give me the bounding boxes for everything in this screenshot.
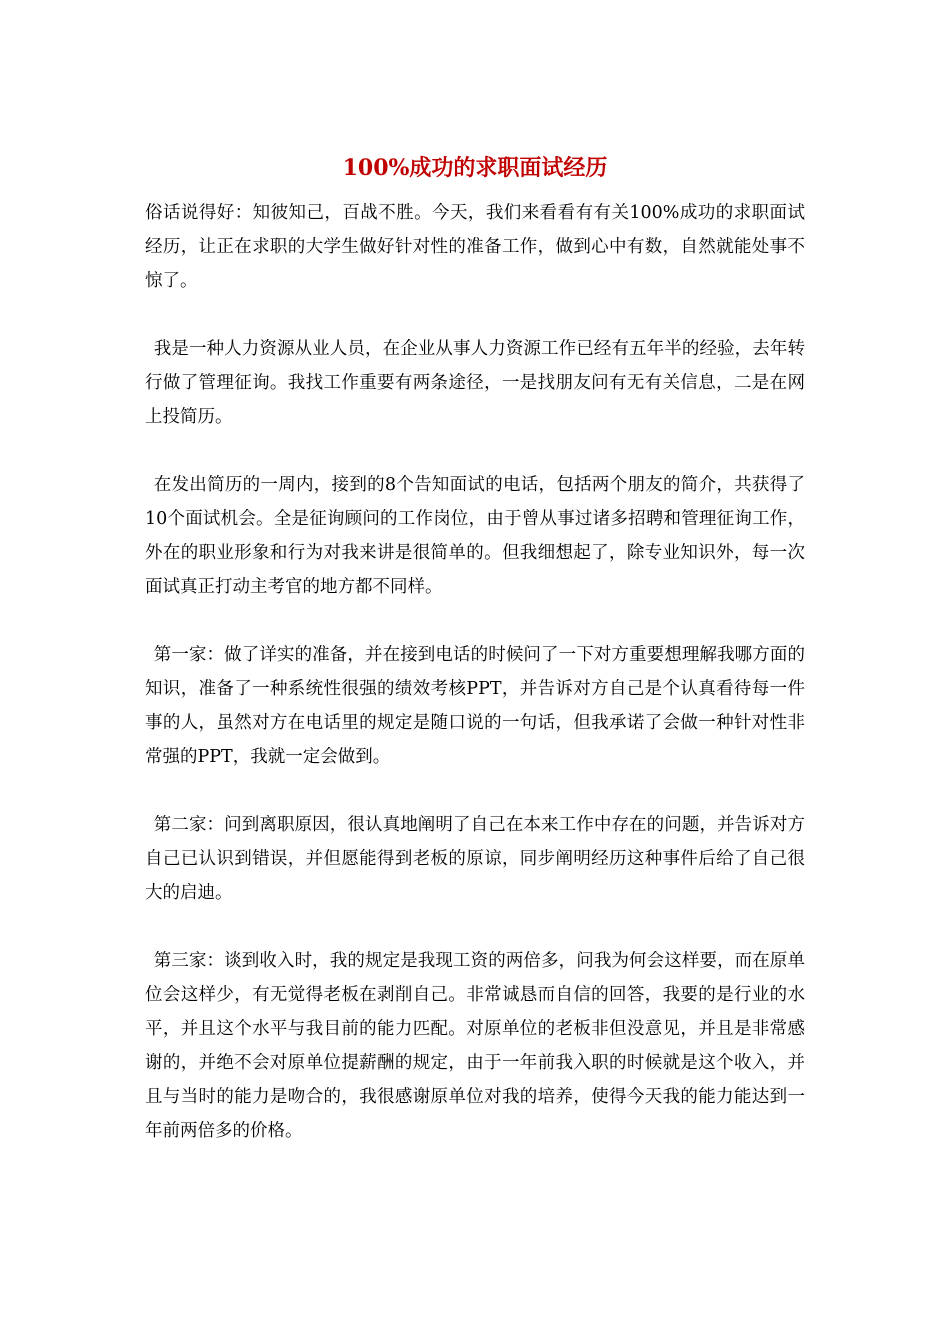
paragraph-background: 我是一种人力资源从业人员，在企业从事人力资源工作已经有五年半的经验，去年转行做了管理征询。我找工作重要有两条途径，一是找朋友问有无有关信息，二是在网上投简历。 bbox=[145, 339, 805, 427]
document-body bbox=[145, 196, 805, 1182]
paragraph-intro: 俗话说得好：知彼知己，百战不胜。今天，我们来看看有有关100%成功的求职面试经历，让正在求职的大学生做好针对性的准备工作，做到心中有数，自然就能处事不惊了。 bbox=[145, 203, 805, 291]
paragraph-third-company: 第三家：谈到收入时，我的规定是我现工资的两倍多，问我为何会这样要，而在原单位会这样少，有无觉得老板在剥削自己。非常诚恳而自信的回答，我要的是行业的水平，并且这个水平与我目前的能力匹配。对原单位的老板非但没意见，并且是非常感谢的，并绝不会对原单位提薪酬的规定，由于一年前我入职的时候就是这个收入，并且与当时的能力是吻合的，我很感谢原单位对我的培养，使得今天我的能力能达到一年前两倍多的价格。 bbox=[145, 951, 805, 1141]
paragraph-interviews: 在发出简历的一周内，接到的8个告知面试的电话，包括两个朋友的简介，共获得了10个面试机会。全是征询顾问的工作岗位，由于曾从事过诸多招聘和管理征询工作，外在的职业形象和行为对我来讲是很简单的。但我细想起了，除专业知识外，每一次面试真正打动主考官的地方都不同样。 bbox=[145, 475, 805, 597]
paragraph-first-company: 第一家：做了详实的准备，并在接到电话的时候问了一下对方重要想理解我哪方面的知识，准备了一种系统性很强的绩效考核PPT，并告诉对方自己是个认真看待每一件事的人，虽然对方在电话里的规定是随口说的一句话，但我承诺了会做一种针对性非常强的PPT，我就一定会做到。 bbox=[145, 645, 805, 767]
paragraph-second-company: 第二家：问到离职原因，很认真地阐明了自己在本来工作中存在的问题，并告诉对方自己已认识到错误，并但愿能得到老板的原谅，同步阐明经历这种事件后给了自己很大的启迪。 bbox=[145, 815, 805, 903]
document-title: 100%成功的求职面试经历 bbox=[342, 155, 608, 181]
